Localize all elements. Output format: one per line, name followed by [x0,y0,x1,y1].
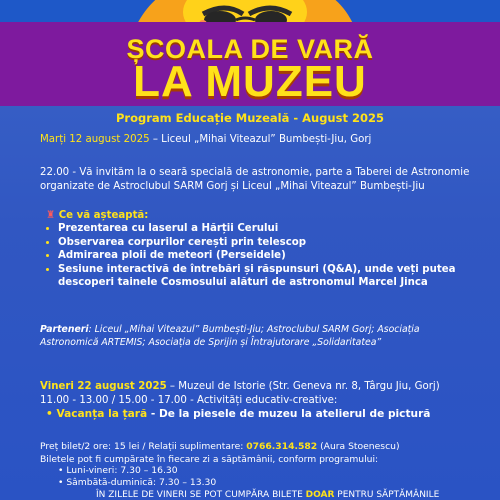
program-subtitle: Program Educație Muzeală - August 2025 [116,111,384,125]
contact-name: (Aura Stoenescu) [317,441,400,452]
ticket-price [40,440,480,454]
partners-block [40,324,480,349]
list-item: • Observarea corpurilor cerești prin telescop [58,236,494,250]
title-line-1: ȘCOALA DE VARĂ [126,34,374,64]
event2-location: – Muzeul de Istorie (Str. Geneva nr. 8, Târgu Jiu, Gorj) [166,381,440,392]
list-item: • Sesiune interactivă de întrebări și răspunsuri (Q&A), unde veți putea descoperi tainele Cosmosului alături de astronomul Marcel Jinca [58,263,494,290]
activity-text: - De la piesele de muzeu la atelierul de pictură [147,408,431,420]
schedule-weekend: • Sâmbătă-duminică: 7.30 – 13.30 [58,477,217,488]
list-item: • Admirarea ploii de meteori (Perseidele) [58,249,494,263]
event1-heading [40,133,480,147]
bullet-icon: • [58,477,64,488]
event1-location: – Liceul „Mihai Viteazul” Bumbești-Jiu, Gorj [149,134,372,145]
event2-date: Vineri 22 august 2025 [40,381,167,392]
event1-date: Marți 12 august 2025 [40,134,150,145]
expect-label: Ce vă așteaptă: [58,210,149,221]
list-item: • Prezentarea cu laserul a Hărții Cerului [58,222,494,236]
partners-label: Parteneri [40,324,89,335]
schedule-weekday: • Luni-vineri: 7.30 – 16.30 [58,465,178,476]
bullet-icon: • [58,465,64,476]
event2-heading [40,380,480,394]
event1-description: 22.00 - Vă invităm la o seară specială de astronomie, parte a Taberei de Astronomie organizate de Astroclubul SARM Gorj și Liceul „Mihai Viteazul” Bumbești-Jiu [40,167,470,192]
friday-note: ÎN ZILELE DE VINERI SE POT CUMPĂRA BILETE DOAR PENTRU SĂPTĂMÂNILE [96,490,440,500]
phone-number: 0766.314.582 [246,441,318,452]
event2-activity [46,408,486,422]
note-emphasis: DOAR [305,490,335,500]
partners-text: : Liceul „Mihai Viteazul” Bumbești-Jiu; Astroclubul SARM Gorj; Asociația Astronomică ARTEMIS; Asociația de Sprijin și Întrajutorare „Solidaritatea” [40,324,420,348]
event2-times: 11.00 - 13.00 / 15.00 - 17.00 - Activități educativ-creative: [40,395,338,406]
activity-title: Vacanța la țară [56,408,148,420]
purchase-info: Biletele pot fi cumpărate în fiecare zi a săptămânii, conform programului: [40,454,379,465]
chair-icon: ♜ [46,210,56,221]
title-line-2: LA MUZEU [133,57,367,106]
expect-heading [46,209,486,223]
bullet-icon: • [46,408,53,420]
expect-list [40,222,494,290]
price-text: Preț bilet/2 ore: 15 lei / Relații suplimentare: [40,441,247,452]
